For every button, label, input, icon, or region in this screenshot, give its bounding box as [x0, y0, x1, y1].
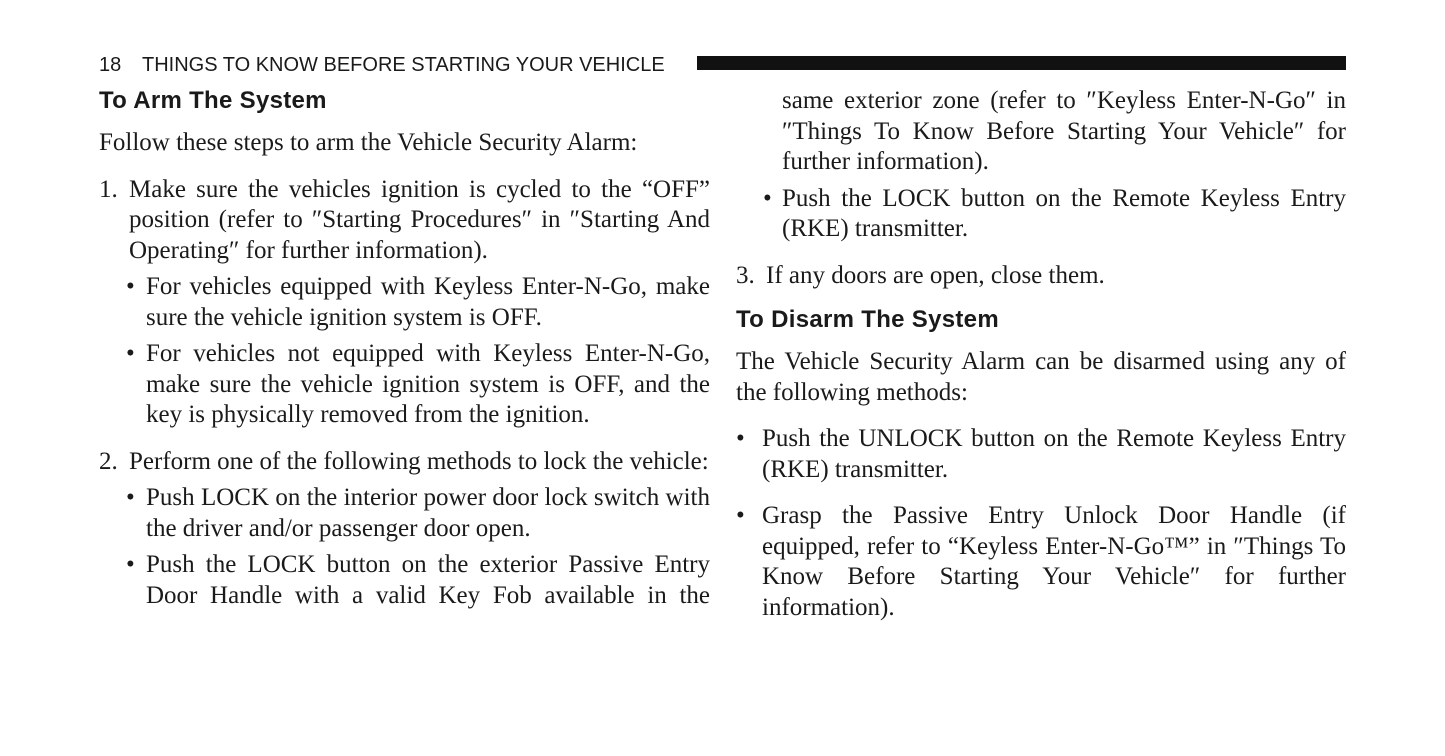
step-2-bullet-1-text: Push LOCK on the interior power door lock switch with the driver and/or passenger door open. [146, 484, 710, 542]
disarm-bullet-2-text: Grasp the Passive Entry Unlock Door Handle (if equipped, refer to “Keyless Enter-N-Go™” in ″Things To Know Before Starting Your Vehicle″ for further information). [762, 502, 1346, 621]
page-header [99, 52, 1346, 78]
page-number: 18 [99, 54, 122, 76]
step-2-marker: 2. [99, 447, 118, 475]
arm-intro: Follow these steps to arm the Vehicle Security Alarm: [99, 129, 638, 156]
bullet-dot: • [126, 340, 135, 367]
chapter-title: THINGS TO KNOW BEFORE STARTING YOUR VEHICLE [142, 54, 665, 76]
step-2-bullet-2-text: Push the LOCK button on the exterior Passive Entry Door Handle with a valid Key Fob available in the [146, 551, 710, 609]
rke-lock-bullet-text: Push the LOCK button on the Remote Keyless Entry (RKE) transmitter. [782, 184, 1346, 242]
disarm-bullet-2 [736, 501, 1346, 623]
bullet-dot: • [126, 551, 135, 578]
step-2 [99, 447, 710, 478]
right-column [736, 86, 1346, 623]
step-1-bullet-2-text: For vehicles not equipped with Keyless Enter-N-Go, make sure the vehicle ignition system is OFF, and the key is physically removed from the ignition. [146, 340, 710, 428]
step-3-text: If any doors are open, close them. [766, 261, 1105, 289]
step-1 [99, 175, 710, 267]
step-1-bullet-1 [99, 272, 710, 333]
header-rule [697, 56, 1346, 70]
step-1-bullet-1-text: For vehicles equipped with Keyless Enter-N-Go, make sure the vehicle ignition system is OFF. [146, 273, 710, 331]
step-1-marker: 1. [99, 175, 118, 203]
left-column [99, 86, 710, 611]
rke-lock-bullet [736, 184, 1346, 245]
step-2-bullet-2 [99, 550, 710, 611]
step-3 [736, 261, 1346, 292]
continued-text: same exterior zone (refer to ″Keyless Enter-N-Go″ in ″Things To Know Before Starting Your Vehicle″ for further information). [782, 87, 1346, 175]
bullet-dot: • [126, 273, 135, 300]
bullet-dot: • [126, 484, 135, 511]
bullet-dot: • [736, 425, 745, 452]
bullet-dot: • [763, 184, 772, 212]
disarm-bullet-1 [736, 424, 1346, 485]
step-2-bullet-1 [99, 483, 710, 544]
step-1-text: Make sure the vehicles ignition is cycled to the “OFF” position (refer to ″Starting Procedures″ in ″Starting And Operating″ for further information). [129, 175, 710, 264]
step-3-marker: 3. [736, 261, 755, 289]
step-2-text: Perform one of the following methods to lock the vehicle: [129, 447, 709, 475]
step-1-bullet-2 [99, 339, 710, 431]
bullet-dot: • [736, 502, 745, 529]
disarm-heading: To Disarm The System [736, 306, 999, 333]
arm-heading: To Arm The System [99, 87, 327, 114]
disarm-intro: The Vehicle Security Alarm can be disarmed using any of the following methods: [736, 348, 1346, 406]
disarm-bullet-1-text: Push the UNLOCK button on the Remote Keyless Entry (RKE) transmitter. [762, 425, 1346, 483]
